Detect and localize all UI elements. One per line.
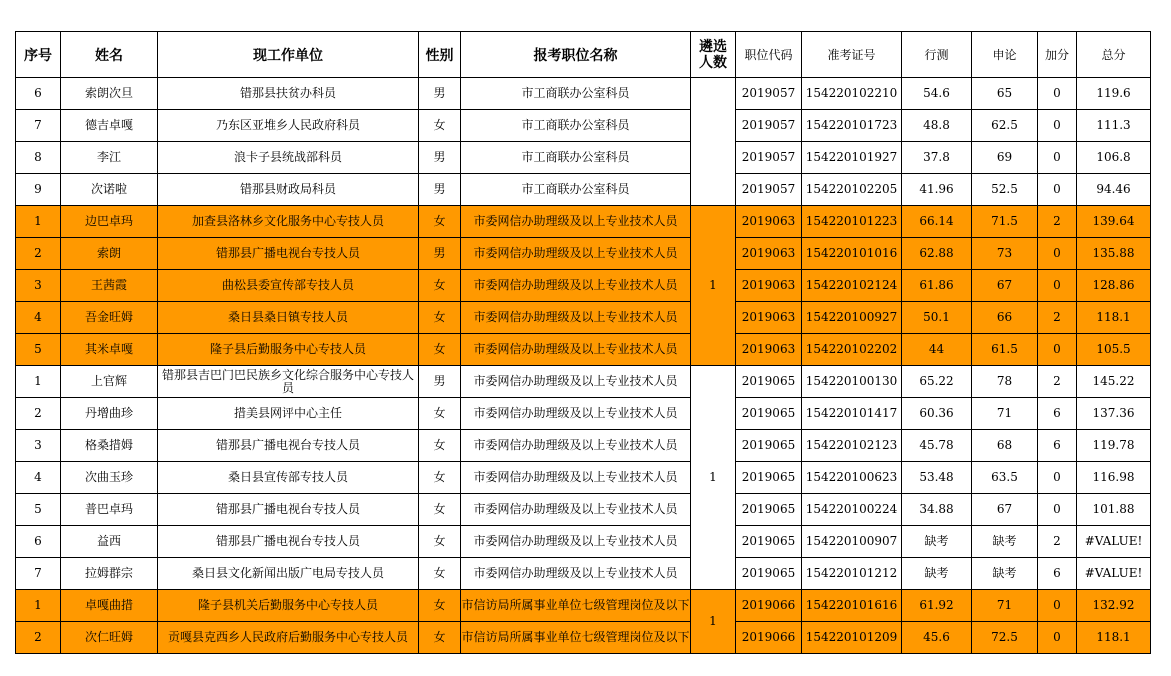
position-cell: 市委网信办助理级及以上专业技术人员 xyxy=(461,526,691,558)
shenlun-cell: 72.5 xyxy=(972,622,1038,654)
bonus-cell: 0 xyxy=(1038,270,1077,302)
name-cell: 次曲玉珍 xyxy=(61,462,158,494)
unit-cell: 桑日县桑日镇专技人员 xyxy=(158,302,419,334)
ticket-cell: 154220100623 xyxy=(802,462,902,494)
xingce-cell: 缺考 xyxy=(902,526,972,558)
seq-cell: 1 xyxy=(16,366,61,398)
unit-cell: 错那县广播电视台专技人员 xyxy=(158,526,419,558)
name-cell: 次诺啦 xyxy=(61,174,158,206)
position-cell: 市委网信办助理级及以上专业技术人员 xyxy=(461,494,691,526)
gender-cell: 女 xyxy=(419,590,461,622)
seq-cell: 3 xyxy=(16,430,61,462)
total-cell: #VALUE! xyxy=(1077,558,1151,590)
header-count xyxy=(691,32,736,78)
header-gender: 性别 xyxy=(419,32,461,78)
table-row xyxy=(16,78,1151,110)
header-shenlun: 申论 xyxy=(972,32,1038,78)
shenlun-cell: 68 xyxy=(972,430,1038,462)
total-cell: 105.5 xyxy=(1077,334,1151,366)
score-table-container xyxy=(15,31,1151,654)
shenlun-cell: 缺考 xyxy=(972,526,1038,558)
unit-cell: 隆子县机关后勤服务中心专技人员 xyxy=(158,590,419,622)
bonus-cell: 2 xyxy=(1038,526,1077,558)
ticket-cell: 154220101927 xyxy=(802,142,902,174)
bonus-cell: 0 xyxy=(1038,334,1077,366)
header-xingce: 行测 xyxy=(902,32,972,78)
total-cell: #VALUE! xyxy=(1077,526,1151,558)
seq-cell: 2 xyxy=(16,622,61,654)
gender-cell: 男 xyxy=(419,238,461,270)
bonus-cell: 0 xyxy=(1038,174,1077,206)
code-cell: 2019065 xyxy=(736,398,802,430)
unit-cell: 隆子县后勤服务中心专技人员 xyxy=(158,334,419,366)
seq-cell: 2 xyxy=(16,398,61,430)
name-cell: 上官辉 xyxy=(61,366,158,398)
code-cell: 2019065 xyxy=(736,462,802,494)
bonus-cell: 2 xyxy=(1038,366,1077,398)
seq-cell: 1 xyxy=(16,590,61,622)
position-cell: 市委网信办助理级及以上专业技术人员 xyxy=(461,430,691,462)
total-cell: 106.8 xyxy=(1077,142,1151,174)
count-cell xyxy=(691,78,736,206)
table-row xyxy=(16,110,1151,142)
xingce-cell: 54.6 xyxy=(902,78,972,110)
position-cell: 市委网信办助理级及以上专业技术人员 xyxy=(461,366,691,398)
xingce-cell: 41.96 xyxy=(902,174,972,206)
table-body xyxy=(16,78,1151,654)
total-cell: 128.86 xyxy=(1077,270,1151,302)
position-cell: 市委网信办助理级及以上专业技术人员 xyxy=(461,462,691,494)
bonus-cell: 0 xyxy=(1038,462,1077,494)
ticket-cell: 154220101723 xyxy=(802,110,902,142)
table-row xyxy=(16,398,1151,430)
seq-cell: 7 xyxy=(16,558,61,590)
unit-cell: 加查县洛林乡文化服务中心专技人员 xyxy=(158,206,419,238)
bonus-cell: 0 xyxy=(1038,622,1077,654)
total-cell: 132.92 xyxy=(1077,590,1151,622)
shenlun-cell: 67 xyxy=(972,270,1038,302)
shenlun-cell: 71.5 xyxy=(972,206,1038,238)
gender-cell: 女 xyxy=(419,494,461,526)
name-cell: 其米卓嘎 xyxy=(61,334,158,366)
xingce-cell: 48.8 xyxy=(902,110,972,142)
xingce-cell: 45.6 xyxy=(902,622,972,654)
gender-cell: 男 xyxy=(419,142,461,174)
table-row xyxy=(16,430,1151,462)
xingce-cell: 37.8 xyxy=(902,142,972,174)
bonus-cell: 0 xyxy=(1038,110,1077,142)
header-unit: 现工作单位 xyxy=(158,32,419,78)
seq-cell: 8 xyxy=(16,142,61,174)
bonus-cell: 0 xyxy=(1038,142,1077,174)
xingce-cell: 61.86 xyxy=(902,270,972,302)
name-cell: 边巴卓玛 xyxy=(61,206,158,238)
gender-cell: 女 xyxy=(419,462,461,494)
name-cell: 王茜霞 xyxy=(61,270,158,302)
unit-cell: 错那县广播电视台专技人员 xyxy=(158,494,419,526)
table-row xyxy=(16,270,1151,302)
gender-cell: 男 xyxy=(419,366,461,398)
count-cell: 1 xyxy=(691,366,736,590)
gender-cell: 女 xyxy=(419,430,461,462)
ticket-cell: 154220102202 xyxy=(802,334,902,366)
header-count-line2: 人数 xyxy=(699,54,727,71)
unit-cell: 曲松县委宣传部专技人员 xyxy=(158,270,419,302)
table-row xyxy=(16,142,1151,174)
unit-cell: 错那县广播电视台专技人员 xyxy=(158,238,419,270)
code-cell: 2019065 xyxy=(736,526,802,558)
position-cell: 市工商联办公室科员 xyxy=(461,110,691,142)
total-cell: 94.46 xyxy=(1077,174,1151,206)
position-cell: 市工商联办公室科员 xyxy=(461,142,691,174)
seq-cell: 9 xyxy=(16,174,61,206)
unit-cell: 错那县扶贫办科员 xyxy=(158,78,419,110)
gender-cell: 男 xyxy=(419,174,461,206)
ticket-cell: 154220102210 xyxy=(802,78,902,110)
unit-cell: 错那县吉巴门巴民族乡文化综合服务中心专技人员 xyxy=(158,366,419,398)
ticket-cell: 154220102124 xyxy=(802,270,902,302)
header-code: 职位代码 xyxy=(736,32,802,78)
shenlun-cell: 67 xyxy=(972,494,1038,526)
table-row xyxy=(16,206,1151,238)
position-cell: 市委网信办助理级及以上专业技术人员 xyxy=(461,238,691,270)
total-cell: 119.78 xyxy=(1077,430,1151,462)
shenlun-cell: 71 xyxy=(972,590,1038,622)
unit-cell: 错那县财政局科员 xyxy=(158,174,419,206)
name-cell: 李江 xyxy=(61,142,158,174)
table-row xyxy=(16,334,1151,366)
unit-cell: 措美县网评中心主任 xyxy=(158,398,419,430)
bonus-cell: 0 xyxy=(1038,494,1077,526)
code-cell: 2019057 xyxy=(736,142,802,174)
xingce-cell: 62.88 xyxy=(902,238,972,270)
xingce-cell: 50.1 xyxy=(902,302,972,334)
gender-cell: 女 xyxy=(419,270,461,302)
total-cell: 101.88 xyxy=(1077,494,1151,526)
shenlun-cell: 78 xyxy=(972,366,1038,398)
code-cell: 2019063 xyxy=(736,270,802,302)
name-cell: 次仁旺姆 xyxy=(61,622,158,654)
total-cell: 118.1 xyxy=(1077,302,1151,334)
code-cell: 2019066 xyxy=(736,590,802,622)
seq-cell: 4 xyxy=(16,462,61,494)
total-cell: 111.3 xyxy=(1077,110,1151,142)
shenlun-cell: 61.5 xyxy=(972,334,1038,366)
table-row xyxy=(16,462,1151,494)
position-cell: 市委网信办助理级及以上专业技术人员 xyxy=(461,270,691,302)
unit-cell: 错那县广播电视台专技人员 xyxy=(158,430,419,462)
shenlun-cell: 缺考 xyxy=(972,558,1038,590)
name-cell: 普巴卓玛 xyxy=(61,494,158,526)
bonus-cell: 0 xyxy=(1038,238,1077,270)
bonus-cell: 6 xyxy=(1038,430,1077,462)
header-total: 总分 xyxy=(1077,32,1151,78)
gender-cell: 女 xyxy=(419,526,461,558)
gender-cell: 女 xyxy=(419,558,461,590)
name-cell: 卓嘎曲措 xyxy=(61,590,158,622)
xingce-cell: 34.88 xyxy=(902,494,972,526)
bonus-cell: 0 xyxy=(1038,78,1077,110)
name-cell: 益西 xyxy=(61,526,158,558)
ticket-cell: 154220100927 xyxy=(802,302,902,334)
table-row xyxy=(16,238,1151,270)
name-cell: 丹增曲珍 xyxy=(61,398,158,430)
bonus-cell: 2 xyxy=(1038,206,1077,238)
ticket-cell: 154220101223 xyxy=(802,206,902,238)
xingce-cell: 65.22 xyxy=(902,366,972,398)
total-cell: 137.36 xyxy=(1077,398,1151,430)
name-cell: 拉姆群宗 xyxy=(61,558,158,590)
position-cell: 市信访局所属事业单位七级管理岗位及以下 xyxy=(461,622,691,654)
header-bonus: 加分 xyxy=(1038,32,1077,78)
xingce-cell: 53.48 xyxy=(902,462,972,494)
total-cell: 139.64 xyxy=(1077,206,1151,238)
code-cell: 2019066 xyxy=(736,622,802,654)
ticket-cell: 154220100907 xyxy=(802,526,902,558)
code-cell: 2019063 xyxy=(736,206,802,238)
position-cell: 市委网信办助理级及以上专业技术人员 xyxy=(461,206,691,238)
code-cell: 2019065 xyxy=(736,430,802,462)
code-cell: 2019065 xyxy=(736,494,802,526)
table-row xyxy=(16,590,1151,622)
position-cell: 市委网信办助理级及以上专业技术人员 xyxy=(461,558,691,590)
bonus-cell: 6 xyxy=(1038,398,1077,430)
header-row xyxy=(16,32,1151,78)
gender-cell: 女 xyxy=(419,206,461,238)
header-ticket: 准考证号 xyxy=(802,32,902,78)
ticket-cell: 154220102205 xyxy=(802,174,902,206)
shenlun-cell: 66 xyxy=(972,302,1038,334)
gender-cell: 女 xyxy=(419,622,461,654)
code-cell: 2019057 xyxy=(736,174,802,206)
position-cell: 市委网信办助理级及以上专业技术人员 xyxy=(461,302,691,334)
ticket-cell: 154220101212 xyxy=(802,558,902,590)
gender-cell: 女 xyxy=(419,334,461,366)
total-cell: 119.6 xyxy=(1077,78,1151,110)
name-cell: 吾金旺姆 xyxy=(61,302,158,334)
table-row xyxy=(16,558,1151,590)
position-cell: 市信访局所属事业单位七级管理岗位及以下 xyxy=(461,590,691,622)
bonus-cell: 6 xyxy=(1038,558,1077,590)
shenlun-cell: 69 xyxy=(972,142,1038,174)
code-cell: 2019065 xyxy=(736,558,802,590)
xingce-cell: 45.78 xyxy=(902,430,972,462)
gender-cell: 女 xyxy=(419,398,461,430)
ticket-cell: 154220100130 xyxy=(802,366,902,398)
seq-cell: 1 xyxy=(16,206,61,238)
score-table xyxy=(15,31,1151,654)
header-count-line1: 遴选 xyxy=(699,38,727,55)
table-row xyxy=(16,302,1151,334)
position-cell: 市工商联办公室科员 xyxy=(461,78,691,110)
gender-cell: 女 xyxy=(419,302,461,334)
shenlun-cell: 73 xyxy=(972,238,1038,270)
total-cell: 118.1 xyxy=(1077,622,1151,654)
bonus-cell: 0 xyxy=(1038,590,1077,622)
position-cell: 市委网信办助理级及以上专业技术人员 xyxy=(461,398,691,430)
seq-cell: 5 xyxy=(16,334,61,366)
xingce-cell: 44 xyxy=(902,334,972,366)
gender-cell: 男 xyxy=(419,78,461,110)
seq-cell: 6 xyxy=(16,78,61,110)
seq-cell: 2 xyxy=(16,238,61,270)
table-row xyxy=(16,526,1151,558)
unit-cell: 乃东区亚堆乡人民政府科员 xyxy=(158,110,419,142)
shenlun-cell: 52.5 xyxy=(972,174,1038,206)
header-seq: 序号 xyxy=(16,32,61,78)
name-cell: 索朗 xyxy=(61,238,158,270)
unit-cell: 浪卡子县统战部科员 xyxy=(158,142,419,174)
name-cell: 格桑措姆 xyxy=(61,430,158,462)
ticket-cell: 154220101616 xyxy=(802,590,902,622)
unit-cell: 贡嘎县克西乡人民政府后勤服务中心专技人员 xyxy=(158,622,419,654)
total-cell: 116.98 xyxy=(1077,462,1151,494)
ticket-cell: 154220102123 xyxy=(802,430,902,462)
unit-cell: 桑日县文化新闻出版广电局专技人员 xyxy=(158,558,419,590)
code-cell: 2019063 xyxy=(736,334,802,366)
shenlun-cell: 62.5 xyxy=(972,110,1038,142)
total-cell: 135.88 xyxy=(1077,238,1151,270)
gender-cell: 女 xyxy=(419,110,461,142)
shenlun-cell: 63.5 xyxy=(972,462,1038,494)
ticket-cell: 154220101417 xyxy=(802,398,902,430)
position-cell: 市工商联办公室科员 xyxy=(461,174,691,206)
code-cell: 2019065 xyxy=(736,366,802,398)
xingce-cell: 66.14 xyxy=(902,206,972,238)
seq-cell: 4 xyxy=(16,302,61,334)
total-cell: 145.22 xyxy=(1077,366,1151,398)
table-row xyxy=(16,366,1151,398)
position-cell: 市委网信办助理级及以上专业技术人员 xyxy=(461,334,691,366)
seq-cell: 7 xyxy=(16,110,61,142)
code-cell: 2019063 xyxy=(736,302,802,334)
count-cell: 1 xyxy=(691,590,736,654)
ticket-cell: 154220101209 xyxy=(802,622,902,654)
table-row xyxy=(16,622,1151,654)
seq-cell: 3 xyxy=(16,270,61,302)
code-cell: 2019057 xyxy=(736,110,802,142)
code-cell: 2019057 xyxy=(736,78,802,110)
count-cell: 1 xyxy=(691,206,736,366)
name-cell: 德吉卓嘎 xyxy=(61,110,158,142)
shenlun-cell: 65 xyxy=(972,78,1038,110)
seq-cell: 5 xyxy=(16,494,61,526)
name-cell: 索朗次旦 xyxy=(61,78,158,110)
ticket-cell: 154220101016 xyxy=(802,238,902,270)
ticket-cell: 154220100224 xyxy=(802,494,902,526)
code-cell: 2019063 xyxy=(736,238,802,270)
xingce-cell: 61.92 xyxy=(902,590,972,622)
header-position: 报考职位名称 xyxy=(461,32,691,78)
seq-cell: 6 xyxy=(16,526,61,558)
table-row xyxy=(16,494,1151,526)
table-row xyxy=(16,174,1151,206)
unit-cell: 桑日县宣传部专技人员 xyxy=(158,462,419,494)
header-name: 姓名 xyxy=(61,32,158,78)
bonus-cell: 2 xyxy=(1038,302,1077,334)
shenlun-cell: 71 xyxy=(972,398,1038,430)
xingce-cell: 60.36 xyxy=(902,398,972,430)
xingce-cell: 缺考 xyxy=(902,558,972,590)
